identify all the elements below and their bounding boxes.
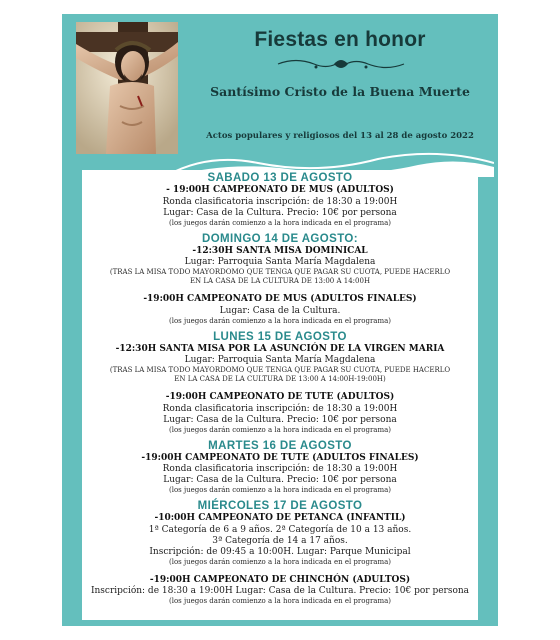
event-note: (los juegos darán comienzo a la hora indicada en el programa) — [168, 218, 392, 227]
event-detail: Lugar: Casa de la Cultura. Precio: 10€ por persona — [163, 475, 397, 485]
event-detail: Inscripción: de 18:30 a 19:00H Lugar: Casa de la Cultura. Precio: 10€ por persona — [90, 586, 470, 596]
event-title: - 19:00H CAMPEONATO DE MUS (ADULTOS) — [166, 185, 394, 195]
event-note: (los juegos darán comienzo a la hora indicada en el programa) — [168, 316, 392, 325]
event-title: -12:30H SANTA MISA DOMINICAL — [192, 245, 368, 256]
event-title: -19:00H CAMPEONATO DE TUTE (ADULTOS) — [165, 392, 395, 402]
event-title: -19:00H CAMPEONATO DE TUTE (ADULTOS FINALES) — [141, 452, 419, 463]
crucifix-photo — [76, 22, 178, 154]
day-heading: MIÉRCOLES 17 DE AGOSTO — [197, 500, 363, 512]
event-detail: 1ª Categoría de 6 a 9 años. 2ª Categoría de 10 a 13 años. — [148, 524, 412, 535]
day-heading: SABADO 13 DE AGOSTO — [207, 172, 353, 184]
event-note: (TRAS LA MISA TODO MAYORDOMO QUE TENGA QUE PAGAR SU CUOTA, PUEDE HACERLO — [109, 366, 451, 374]
day-heading: DOMINGO 14 DE AGOSTO: — [201, 232, 358, 245]
event-note: (TRAS LA MISA TODO MAYORDOMO QUE TENGA QUE PAGAR SU CUOTA, PUEDE HACERLO — [109, 268, 451, 276]
event-note: (los juegos darán comienzo a la hora indicada en el programa) — [168, 557, 392, 566]
page-title: Fiestas en honor — [254, 28, 426, 51]
event-detail: Lugar: Casa de la Cultura. Precio: 10€ por persona — [163, 207, 397, 218]
day-section-17 — [82, 500, 478, 606]
event-note: (los juegos darán comienzo a la hora indicada en el programa) — [168, 425, 392, 434]
flourish-ornament — [276, 56, 406, 72]
day-heading: LUNES 15 DE AGOSTO — [213, 330, 347, 343]
day-section-14 — [82, 233, 478, 326]
event-detail: Lugar: Casa de la Cultura. — [219, 305, 341, 316]
event-detail: Lugar: Parroquia Santa María Magdalena — [184, 355, 376, 365]
event-title: -19:00H CAMPEONATO DE CHINCHÓN (ADULTOS) — [149, 574, 411, 585]
event-title: -19:00H CAMPEONATO DE MUS (ADULTOS FINALES) — [143, 294, 417, 304]
event-detail: Ronda clasificatoria inscripción: de 18:30 a 19:00H — [162, 464, 398, 474]
event-detail: Inscripción: de 09:45 a 10:00H. Lugar: Parque Municipal — [149, 546, 411, 557]
event-title: -10:00H CAMPEONATO DE PETANCA (INFANTIL) — [154, 513, 406, 523]
event-note: (los juegos darán comienzo a la hora indicada en el programa) — [168, 486, 392, 494]
day-heading: MARTES 16 DE AGOSTO — [208, 439, 352, 452]
event-detail: 3ª Categoría de 14 a 17 años. — [212, 535, 348, 546]
poster — [62, 14, 498, 626]
page-subtitle: Santísimo Cristo de la Buena Muerte — [210, 84, 470, 99]
event-note: EN LA CASA DE LA CULTURA DE 13:00 A 14:00H — [189, 277, 371, 285]
day-section-15 — [82, 331, 478, 435]
event-detail: Lugar: Casa de la Cultura. Precio: 10€ por persona — [163, 414, 397, 425]
event-detail: Lugar: Parroquia Santa María Magdalena — [184, 257, 376, 267]
event-note: EN LA CASA DE LA CULTURA DE 13:00 A 14:00H-19:00H) — [174, 375, 386, 383]
event-detail: Ronda clasificatoria inscripción: de 18:30 a 19:00H — [162, 403, 398, 414]
day-section-13 — [82, 172, 478, 228]
day-section-16 — [82, 440, 478, 496]
program-panel — [82, 170, 478, 620]
event-note: (los juegos darán comienzo a la hora indicada en el programa) — [168, 597, 392, 605]
event-title: -12:30H SANTA MISA POR LA ASUNCIÓN DE LA VIRGEN MARIA — [115, 343, 445, 354]
event-detail: Ronda clasificatoria inscripción: de 18:30 a 19:00H — [162, 196, 398, 207]
date-range: Actos populares y religiosos del 13 al 28 de agosto 2022 — [206, 131, 474, 141]
